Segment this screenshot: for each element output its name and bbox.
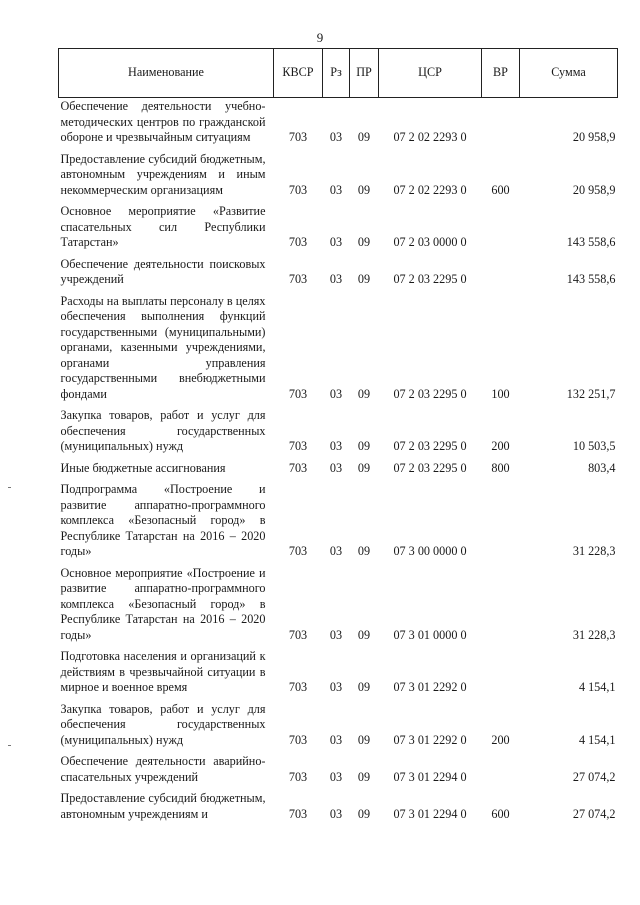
- header-kvsr: КВСР: [274, 49, 323, 98]
- cell-name: Обеспечение деятельности учебно-методических центров по гражданской обороне и чрезвычайным ситуациям: [60, 99, 266, 144]
- cell-sum: 143 558,6: [566, 235, 616, 249]
- cell-sum: 10 503,5: [572, 439, 616, 453]
- cell-pr: 09: [357, 235, 371, 249]
- cell-sum: 4 154,1: [578, 680, 616, 694]
- cell-csr: 07 3 01 2294 0: [393, 769, 467, 784]
- cell-pr: 09: [357, 460, 371, 475]
- cell-csr: 07 3 01 2292 0: [393, 680, 467, 694]
- cell-name: Обеспечение деятельности поисковых учреждений: [60, 256, 266, 286]
- cell-vr: [482, 564, 520, 648]
- cell-kvsr: 703: [288, 272, 308, 286]
- cell-rz: 03: [329, 235, 343, 249]
- table-row: [59, 406, 618, 459]
- cell-rz: 03: [329, 386, 343, 401]
- cell-vr: 200: [491, 732, 510, 747]
- budget-table: [58, 48, 618, 826]
- cell-sum: 20 958,9: [572, 182, 616, 197]
- cell-rz: 03: [329, 272, 343, 286]
- cell-csr: 07 2 03 0000 0: [393, 235, 467, 249]
- cell-vr: 200: [491, 439, 510, 453]
- cell-rz: 03: [329, 806, 343, 821]
- header-name: Наименование: [59, 49, 274, 98]
- page-number: 9: [316, 30, 324, 45]
- cell-rz: 03: [329, 130, 343, 144]
- header-csr: ЦСР: [379, 49, 482, 98]
- cell-pr: 09: [357, 130, 371, 144]
- table-row: [59, 255, 618, 292]
- cell-rz: 03: [329, 627, 343, 642]
- cell-sum: 31 228,3: [572, 627, 616, 642]
- cell-name: Основное мероприятие «Развитие спасательных сил Республики Татарстан»: [60, 204, 266, 249]
- cell-vr: [482, 98, 520, 150]
- cell-vr: 100: [491, 386, 510, 401]
- cell-vr: [482, 480, 520, 564]
- cell-name: Расходы на выплаты персоналу в целях обеспечения выполнения функций государственными (муниципальными) органами, казенными учреждениями, органами управления государственными внебюджетными фондами: [60, 293, 266, 401]
- cell-kvsr: 703: [288, 182, 308, 197]
- cell-csr: 07 2 03 2295 0: [393, 272, 467, 286]
- cell-csr: 07 3 00 0000 0: [393, 544, 467, 558]
- header-pr: ПР: [350, 49, 379, 98]
- cell-kvsr: 703: [288, 386, 308, 401]
- cell-csr: 07 2 03 2295 0: [393, 386, 467, 401]
- cell-rz: 03: [329, 460, 343, 475]
- table-row: [59, 564, 618, 648]
- cell-kvsr: 703: [288, 439, 308, 453]
- cell-csr: 07 2 03 2295 0: [393, 439, 467, 453]
- cell-vr: 600: [491, 806, 510, 821]
- cell-csr: 07 3 01 2294 0: [393, 806, 467, 821]
- cell-sum: 20 958,9: [572, 130, 616, 144]
- table-row: [59, 752, 618, 789]
- cell-name: Предоставление субсидий бюджетным, автономным учреждениям и: [60, 791, 266, 821]
- table-row: [59, 150, 618, 203]
- cell-name: Подготовка населения и организаций к действиям в чрезвычайной ситуации в мирное и военное время: [60, 649, 266, 694]
- cell-rz: 03: [329, 182, 343, 197]
- cell-rz: 03: [329, 732, 343, 747]
- cell-name: Закупка товаров, работ и услуг для обеспечения государственных (муниципальных) нужд: [60, 701, 266, 747]
- cell-kvsr: 703: [288, 235, 308, 249]
- cell-name: Подпрограмма «Построение и развитие аппаратно-программного комплекса «Безопасный город» в Республике Татарстан на 2016 – 2020 годы»: [60, 482, 266, 558]
- header-sum: Сумма: [520, 49, 618, 98]
- cell-kvsr: 703: [288, 460, 308, 475]
- cell-name: Обеспечение деятельности аварийно-спасательных учреждений: [60, 754, 266, 784]
- table-row: [59, 459, 618, 481]
- table-row: [59, 480, 618, 564]
- cell-name: Предоставление субсидий бюджетным, автономным учреждениям и иным некоммерческим организациям: [60, 151, 266, 197]
- table-row: [59, 647, 618, 700]
- cell-sum: 31 228,3: [572, 544, 616, 558]
- table-row: [59, 700, 618, 753]
- table-row: [59, 789, 618, 826]
- cell-kvsr: 703: [288, 806, 308, 821]
- cell-vr: [482, 752, 520, 789]
- cell-pr: 09: [357, 732, 371, 747]
- cell-pr: 09: [357, 272, 371, 286]
- cell-name: Основное мероприятие «Построение и развитие аппаратно-программного комплекса «Безопасный город» в Республике Татарстан на 2016 – 2020 годы»: [60, 565, 266, 642]
- cell-csr: 07 2 02 2293 0: [393, 130, 467, 144]
- cell-kvsr: 703: [288, 130, 308, 144]
- cell-csr: 07 3 01 2292 0: [393, 732, 467, 747]
- cell-sum: 143 558,6: [566, 272, 616, 286]
- cell-rz: 03: [329, 544, 343, 558]
- cell-vr: [482, 255, 520, 292]
- cell-sum: 803,4: [588, 460, 616, 475]
- cell-csr: 07 2 03 2295 0: [393, 460, 467, 475]
- cell-rz: 03: [329, 769, 343, 784]
- cell-kvsr: 703: [288, 544, 308, 558]
- cell-rz: 03: [329, 680, 343, 694]
- cell-sum: 27 074,2: [572, 769, 616, 784]
- table-header-row: [59, 49, 618, 98]
- cell-csr: 07 2 02 2293 0: [393, 182, 467, 197]
- cell-sum: 132 251,7: [566, 386, 616, 401]
- cell-vr: [482, 202, 520, 255]
- cell-kvsr: 703: [288, 769, 308, 784]
- table-row: [59, 292, 618, 407]
- cell-pr: 09: [357, 182, 371, 197]
- cell-kvsr: 703: [288, 627, 308, 642]
- cell-kvsr: 703: [288, 680, 308, 694]
- cell-pr: 09: [357, 680, 371, 694]
- table-body: [59, 98, 618, 827]
- cell-vr: 800: [491, 460, 510, 475]
- table-row: [59, 202, 618, 255]
- cell-pr: 09: [357, 439, 371, 453]
- cell-pr: 09: [357, 386, 371, 401]
- cell-pr: 09: [357, 544, 371, 558]
- cell-vr: [482, 647, 520, 700]
- header-rz: Рз: [323, 49, 350, 98]
- cell-name: Иные бюджетные ассигнования: [60, 460, 226, 475]
- cell-kvsr: 703: [288, 732, 308, 747]
- cell-vr: 600: [491, 182, 510, 197]
- cell-pr: 09: [357, 769, 371, 784]
- cell-sum: 4 154,1: [578, 732, 616, 747]
- table-row: [59, 98, 618, 150]
- scan-mark: [8, 745, 11, 746]
- cell-sum: 27 074,2: [572, 806, 616, 821]
- cell-csr: 07 3 01 0000 0: [393, 627, 467, 642]
- cell-pr: 09: [357, 806, 371, 821]
- header-vr: ВР: [482, 49, 520, 98]
- scan-mark: [8, 487, 11, 488]
- cell-name: Закупка товаров, работ и услуг для обеспечения государственных (муниципальных) нужд: [60, 408, 266, 453]
- cell-pr: 09: [357, 627, 371, 642]
- cell-rz: 03: [329, 439, 343, 453]
